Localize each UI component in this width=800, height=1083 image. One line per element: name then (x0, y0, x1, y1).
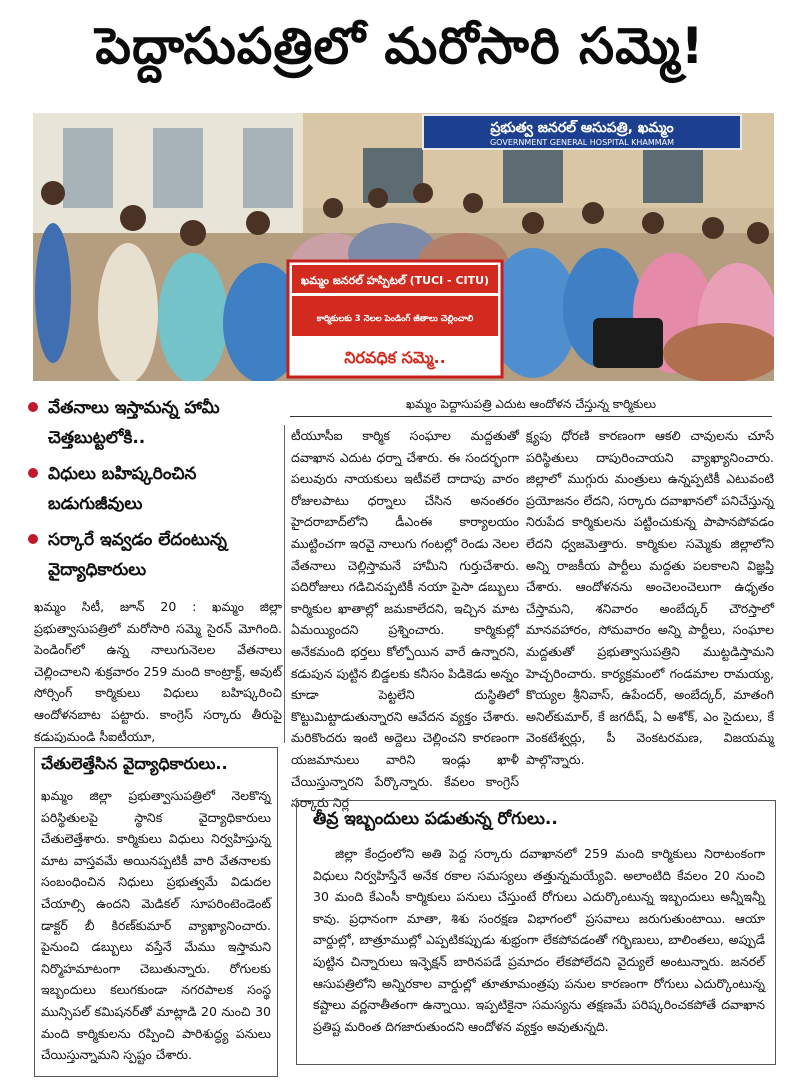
patients-sidebar-box (296, 800, 776, 1065)
bullet-item (28, 393, 278, 453)
doctors-sidebar-box (34, 747, 278, 1077)
bullet-item (28, 459, 278, 519)
highlight-bullets (28, 393, 278, 591)
bullet-text: వేతనాలు ఇస్తామన్న హామీ చెత్తబుట్టలోకి.. (48, 398, 220, 448)
photo-caption: ఖమ్మం పెద్దాసుపత్రి ఎదుట ఆందోళన చేస్తున్న కార్మికులు (290, 392, 772, 417)
protest-photo (33, 113, 774, 381)
article-column-1 (34, 596, 282, 747)
bullet-dot (28, 468, 38, 478)
article-column-3 (526, 425, 774, 771)
article-paragraph: క్ష్యపు ధోరణి కారణంగా ఆకలి చావులను చూసే పరిస్థితులు దాపురించాయని వ్యాఖ్యానించారు. జిల్లాలో ముగ్గురు మంత్రులు ఉన్నప్పటికీ ఎటువంటి ప్రయోజనం లేదని, సర్కారు దవాఖానలో పనిచేస్తున్న నిరుపేద కార్మికులను పట్టించుకున్న పాపానపోవడం లేదని ధ్వజమెత్తారు. కార్మికుల సమ్మెకు జిల్లాలోని అన్ని రాజకీయ పార్టీలు మద్దతు పలకాలని విజ్ఞప్తి చేశారు. ఆందోళనను అంచెలంచెలుగా ఉధృతం చేస్తామని, శనివారం అంబేద్కర్ చౌరస్తాలో మానవహారం, సోమవారం అన్ని పార్టీలు, సంఘాల మద్దతుతో ప్రభుత్వాసుపత్రిని ముట్టడిస్తామని హెచ్చరించారు. కార్యక్రమంలో గండమాల రామయ్య, కొయ్యల శ్రీనివాస్, ఉపేందర్, అంబేద్కర్, మాతంగి అనిల్‌కుమార్, కే జగదీష్, ఏ అశోక్, ఎం సైదులు, కే వెంకటేశ్వర్లు, పీ వెంకటరమణ, విజయమ్మ పాల్గొన్నారు. (526, 428, 774, 767)
banner-line3: నిరవధిక సమ్మె.. (344, 348, 446, 367)
banner-line1: ఖమ్మం జనరల్ హస్పిటల్ (TUCI - CITU) (300, 274, 490, 287)
phone (593, 318, 663, 368)
bullet-text: విధులు బహిష్కరించిన బడుగుజీవులు (48, 464, 197, 514)
hospital-sign-en: GOVERNMENT GENERAL HOSPITAL KHAMMAM (489, 138, 675, 147)
sidebar-box-title: చేతులెత్తేసిన వైద్యాధికారులు.. (41, 754, 228, 773)
column-divider (284, 425, 285, 743)
bullet-item (28, 525, 278, 585)
article-paragraph: టీయూసీఐ కార్మిక సంఘాల మద్దతుతో దవాఖాన ఎదుట ధర్నా చేశారు. ఈ సందర్భంగా పలువురు నాయకులు ఇటీవలే దాదాపు వారం రోజులపాటు ధర్నాలు చేసిన అనంతరం హైదరాబాద్‌లోని డీఎంఈ కార్యాలయం ముట్టించగా ఇరవై నాలుగు గంటల్లో రెండు నెలల వేతనాలు చెల్లిస్తామనే హామీని గుర్తుచేశారు. పదిరోజులు గడిచినప్పటికీ నయా పైసా డబ్బులు కార్మికుల ఖాతాల్లో జమకాలేదని, ఇచ్చిన మాట ఏమయ్యిందని ప్రశ్నించారు. కార్మికుల్లో అనేకమంది భర్తలు కోల్పోయిన వారే ఉన్నారని, కడుపున పుట్టిన బిడ్డలకు కనీసం పిడికెడు అన్నం కూడా పెట్టలేని దుస్థితిలో కొట్టుమిట్టాడుతున్నారని ఆవేదన వ్యక్తం చేశారు. మరికొందరు ఇంటి అద్దెలు చెల్లించని కారణంగా యజమానులు వారిని ఇండ్లు ఖాళీ చేయిస్తున్నారని పేర్కొన్నారు. కేవలం కాంగ్రెస్ సర్కారు నిర్ల (291, 428, 520, 811)
sidebar-box-text: జిల్లా కేంద్రంలోని అతి పెద్ద సర్కారు దవాఖానలో 259 మంది కార్మికులు నిరాటంకంగా విధులు నిర్వహిస్తేనే అనేక రకాల సమస్యలు తత్తున్నమయ్యేవి. అలాంటిది కేవలం 20 నుంచి 30 మంది కేఎంసీ కార్మికులు పనులు చేస్తుంటే రోగులు ఎదుర్కొంటున్న ఇబ్బందులు అన్నీఇన్నీ కావు. ప్రధానంగా మాతా, శిశు సంరక్షణ విభాగంలో ప్రసవాలు జరుగుతుంటాయి. ఆయా వార్డుల్లో, బాత్రూముల్లో ఎప్పటికప్పుడు శుభ్రంగా లేకపోవడంతో గర్భిణులు, బాలింతలు, అప్పుడే పుట్టిన చిన్నారులు ఇన్ఫెక్షన్ బారినపడే ప్రమాదం లేకపోలేదని వైద్యులే అంటున్నారు. జనరల్ ఆసుపత్రిలోని అన్నిరకాల వార్డుల్లో తూతూమంత్రపు పనుల కారణంగా రోగులు ఎదుర్కొంటున్న కష్టాలు వర్ణనాతీతంగా ఉన్నాయి. ఇప్పటికైనా సమస్యను తక్షణమే పరిష్కరించకపోతే దవాఖాన ప్రతిష్ట మరింత దిగజారుతుందని ఆందోళన వ్యక్తం అవుతున్నది. (313, 846, 765, 1034)
bullet-dot (28, 534, 38, 544)
sidebar-box-text: ఖమ్మం జిల్లా ప్రభుత్వాసుపత్రిలో నెలకొన్న పరిస్థితులపై స్థానిక వైద్యాధికారులు చేతులెత్తేశారు. కార్మికులు విధులు నిర్వహిస్తున్న మాట వాస్తవమే అయినప్పటికీ వారి వేతనాలకు సంబంధించిన నిధులు ప్రభుత్వమే విడుదల చేయాల్సి ఉందని మెడికల్ సూపరింటెండెంట్ డాక్టర్ బీ కిరణ్‌కుమార్ వ్యాఖ్యానించారు. పైనుంచి డబ్బులు వస్తేనే మేము ఇస్తామని నిర్మొహమాటంగా చెబుతున్నారు. రోగులకు ఇబ్బందులు కలుగకుండా నగరపాలక సంస్థ మున్సిపల్ కమిషనర్‌తో మాట్లాడి 20 నుంచి 30 మంది కార్మికులను రప్పించి పారిశుద్ధ్య పనులు చేయిస్తున్నామని స్పష్టం చేశారు. (41, 788, 271, 1063)
bullet-dot (28, 402, 38, 412)
bullet-text: సర్కారే ఇవ్వడం లేదంటున్న వైద్యాధికారులు (48, 530, 227, 580)
protest-banner (288, 261, 502, 377)
article-column-2 (291, 425, 519, 814)
article-paragraph: ఖమ్మం సిటీ, జూన్ 20 : ఖమ్మం జిల్లా ప్రభుత్వాసుపత్రిలో మరోసారి సమ్మె సైరన్ మోగింది. పెండింగ్‌లో ఉన్న నాలుగునెలల వేతనాలు చెల్లించాలని శుక్రవారం 259 మంది కాంట్రాక్ట్, అవుట్ సోర్సింగ్ కార్మికులు విధులు బహిష్కరించి ఆందోళనబాట పట్టారు. కాంగ్రెస్ సర్కారు తీరుపై కడుపుమండి సీఐటీయూ, (34, 599, 282, 744)
headline: పెద్దాసుపత్రిలో మరోసారి సమ్మె! (95, 16, 705, 75)
sidebar-box-title: తీవ్ర ఇబ్బందులు పడుతున్న రోగులు.. (313, 809, 558, 829)
hospital-sign-text: ప్రభుత్వ జనరల్ ఆసుపత్రి, ఖమ్మం (490, 120, 674, 136)
banner-line2: కార్మికులకు 3 నెలల పెండింగ్ జీతాలు చెల్లించాలి (316, 314, 474, 324)
